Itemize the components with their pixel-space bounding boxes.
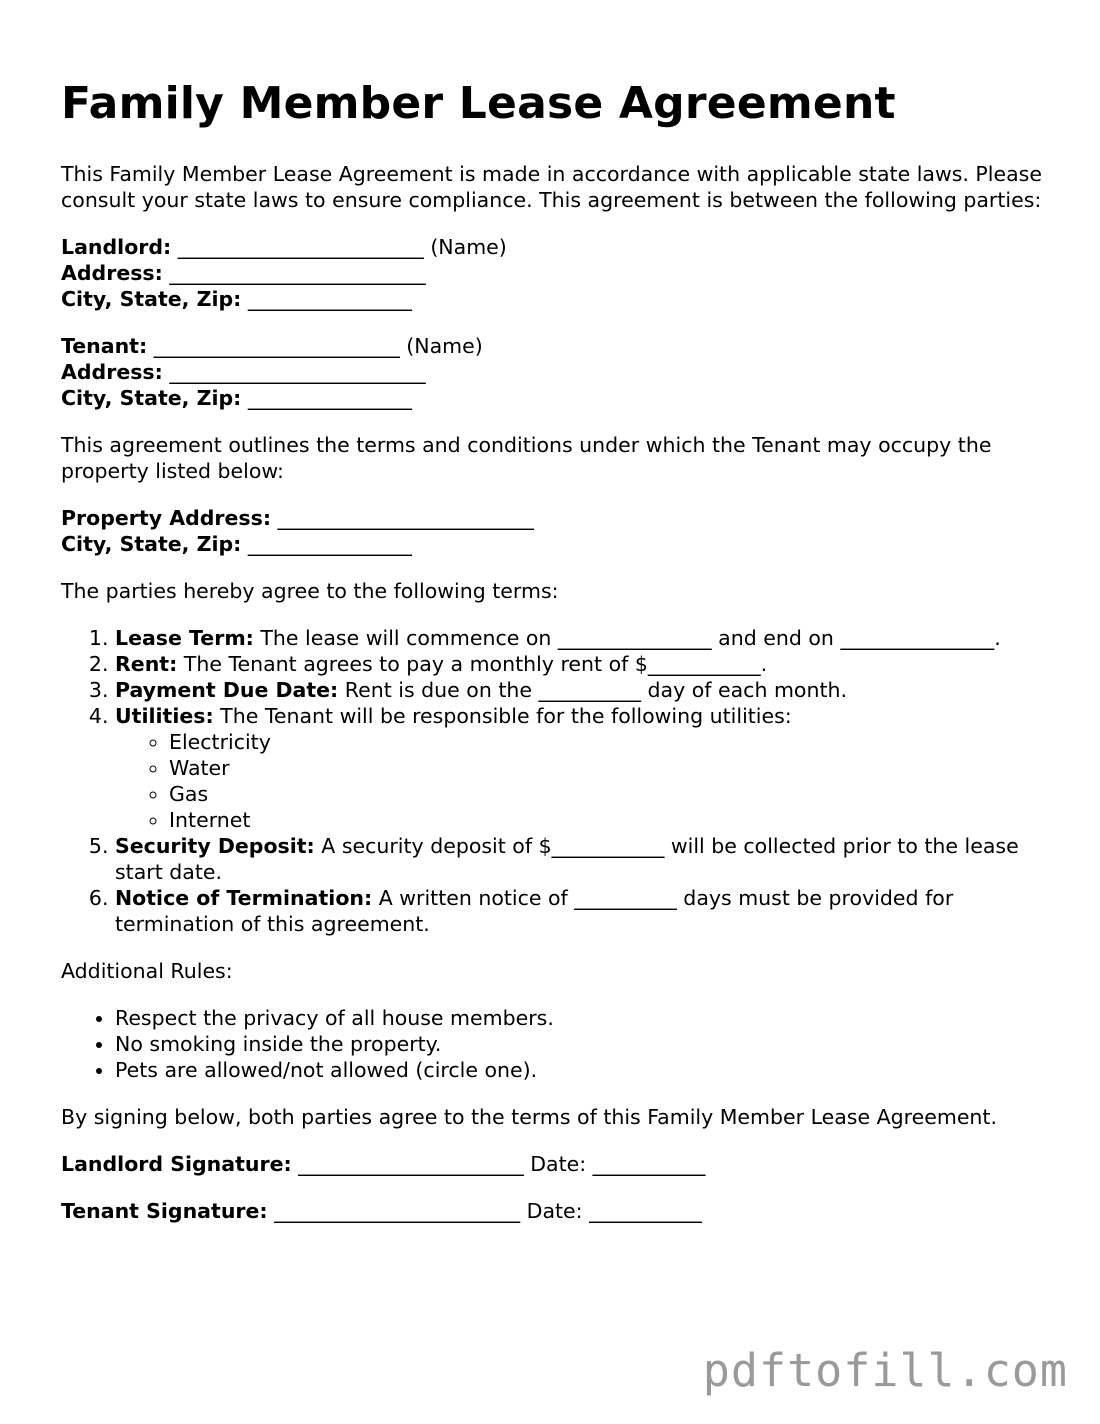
rule-item: • Pets are allowed/not allowed (circle one). bbox=[115, 1057, 1051, 1083]
tenant-date-field[interactable]: ___________ bbox=[582, 1199, 702, 1223]
tenant-date-label: Date: bbox=[526, 1199, 583, 1223]
utilities-list bbox=[115, 729, 1051, 833]
landlord-date-label: Date: bbox=[530, 1152, 587, 1176]
term-text[interactable]: The Tenant agrees to pay a monthly rent of $___________. bbox=[177, 652, 768, 676]
landlord-name-label: Landlord: bbox=[61, 235, 172, 259]
property-address-field[interactable]: _________________________ bbox=[271, 506, 534, 530]
tenant-name-line bbox=[61, 333, 1051, 359]
landlord-address-label: Address: bbox=[61, 261, 163, 285]
outline-paragraph: This agreement outlines the terms and conditions under which the Tenant may occupy the property listed below: bbox=[61, 433, 992, 483]
landlord-block bbox=[61, 234, 1051, 312]
tenant-block bbox=[61, 333, 1051, 411]
tenant-signature-field[interactable]: ________________________ bbox=[267, 1199, 527, 1223]
watermark: pdftofill.com bbox=[702, 1344, 1068, 1397]
term-item bbox=[115, 885, 1051, 937]
landlord-signature-line bbox=[61, 1151, 1051, 1177]
property-address-label: Property Address: bbox=[61, 506, 272, 530]
utility-item: ◦ Gas bbox=[169, 781, 1051, 807]
term-label: Payment Due Date: bbox=[115, 678, 339, 702]
term-text[interactable]: The lease will commence on _______________ and end on _______________. bbox=[253, 626, 1001, 650]
tenant-address-field[interactable]: _________________________ bbox=[162, 360, 426, 384]
landlord-signature-field[interactable]: ______________________ bbox=[291, 1152, 531, 1176]
term-item bbox=[115, 651, 1051, 677]
landlord-name-suffix: (Name) bbox=[430, 235, 507, 259]
term-text[interactable]: Rent is due on the __________ day of each month. bbox=[338, 678, 848, 702]
term-item bbox=[115, 625, 1051, 651]
tenant-address-label: Address: bbox=[61, 360, 163, 384]
tenant-signature-line bbox=[61, 1198, 1051, 1224]
rule-item: • No smoking inside the property. bbox=[115, 1031, 1051, 1057]
landlord-name-line bbox=[61, 234, 1051, 260]
landlord-signature-label: Landlord Signature: bbox=[61, 1152, 292, 1176]
tenant-city-line bbox=[61, 385, 1051, 411]
term-text: The Tenant will be responsible for the following utilities: bbox=[213, 704, 792, 728]
page-title: Family Member Lease Agreement bbox=[61, 78, 896, 129]
tenant-address-line bbox=[61, 359, 1051, 385]
intro-paragraph: This Family Member Lease Agreement is made in accordance with applicable state laws. Please consult your state laws to ensure compliance. This agreement is between the following parties: bbox=[61, 162, 1042, 212]
property-city-label: City, State, Zip: bbox=[61, 532, 242, 556]
tenant-city-field[interactable]: ________________ bbox=[241, 386, 412, 410]
terms-list bbox=[61, 625, 1051, 937]
term-text[interactable]: A security deposit of $___________ will be collected prior to the lease start date. bbox=[115, 834, 1019, 884]
term-label: Notice of Termination: bbox=[115, 886, 373, 910]
property-block bbox=[61, 505, 1051, 557]
landlord-city-label: City, State, Zip: bbox=[61, 287, 242, 311]
tenant-name-suffix: (Name) bbox=[406, 334, 483, 358]
property-city-field[interactable]: ________________ bbox=[241, 532, 412, 556]
term-label: Lease Term: bbox=[115, 626, 254, 650]
term-text[interactable]: A written notice of __________ days must be provided for termination of this agreement. bbox=[115, 886, 954, 936]
tenant-name-field[interactable]: ________________________ bbox=[147, 334, 407, 358]
document-page bbox=[61, 78, 1051, 1245]
property-city-line bbox=[61, 531, 1051, 557]
tenant-signature-label: Tenant Signature: bbox=[61, 1199, 268, 1223]
landlord-city-field[interactable]: ________________ bbox=[241, 287, 412, 311]
term-label: Security Deposit: bbox=[115, 834, 315, 858]
tenant-name-label: Tenant: bbox=[61, 334, 148, 358]
landlord-address-field[interactable]: _________________________ bbox=[162, 261, 426, 285]
rule-item: • Respect the privacy of all house members. bbox=[115, 1005, 1051, 1031]
utility-item: ◦ Internet bbox=[169, 807, 1051, 833]
signing-paragraph: By signing below, both parties agree to the terms of this Family Member Lease Agreement. bbox=[61, 1105, 997, 1129]
landlord-address-line bbox=[61, 260, 1051, 286]
term-label: Utilities: bbox=[115, 704, 214, 728]
term-item bbox=[115, 703, 1051, 833]
landlord-name-field[interactable]: ________________________ bbox=[171, 235, 431, 259]
term-label: Rent: bbox=[115, 652, 178, 676]
property-address-line bbox=[61, 505, 1051, 531]
utility-item: ◦ Electricity bbox=[169, 729, 1051, 755]
term-item bbox=[115, 833, 1051, 885]
term-item bbox=[115, 677, 1051, 703]
terms-intro: The parties hereby agree to the following terms: bbox=[61, 579, 559, 603]
utility-item: ◦ Water bbox=[169, 755, 1051, 781]
landlord-date-field[interactable]: ___________ bbox=[586, 1152, 706, 1176]
landlord-city-line bbox=[61, 286, 1051, 312]
tenant-city-label: City, State, Zip: bbox=[61, 386, 242, 410]
rules-intro: Additional Rules: bbox=[61, 959, 233, 983]
rules-list bbox=[61, 1005, 1051, 1083]
